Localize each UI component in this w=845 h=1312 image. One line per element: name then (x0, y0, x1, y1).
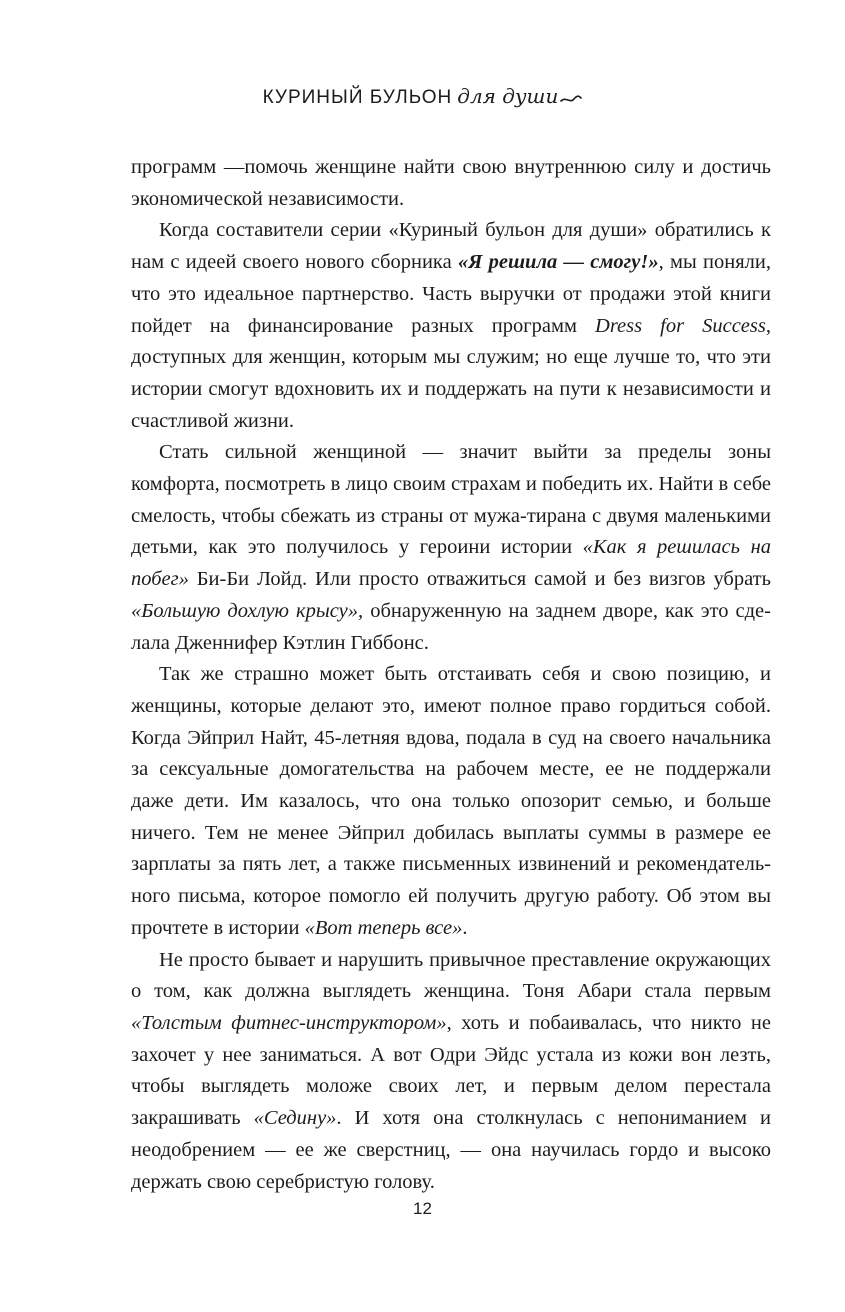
swash-ornament-icon (560, 92, 582, 106)
paragraph-3: Стать сильной женщиной — значит выйти за пределы зоны комфорта, посмотреть в лицо своим страхам и победить их. Найти в себе смелость, чтобы сбежать из страны от мужа-тирана с двумя маленькими детьми, как это получилось у героини истории «Как я решилась на побег» Би-Би Лойд. Или просто отважиться самой и без визгов убрать «Большую дохлую крысу», обнаруженную на заднем дворе, как это сделала Дженнифер Кэтлин Гиббонс. (131, 441, 771, 654)
running-header-title: КУРИНЫЙ БУЛЬОН (262, 87, 453, 108)
story-title: «Большую дохлую крысу», (131, 599, 364, 622)
story-title: «Как я решилась на побег» (131, 536, 771, 591)
paragraph-2: Когда составители серии «Куриный бульон для души» обратились к нам с идеей своего нового сборника «Я решила — смогу!», мы поняли, что это идеальное партнерство. Часть выручки от продажи этой книги пойдет на финансирование разных программ Dress for Success, доступных для женщин, которым мы служим; но еще лучше то, что эти истории смогут вдохновить их и поддержать на пути к независимости и счастливой жизни. (131, 219, 771, 432)
story-title: «Вот теперь все» (304, 916, 463, 939)
running-header (0, 84, 845, 109)
body-text (131, 152, 771, 1198)
story-title: «Седину» (253, 1107, 337, 1130)
running-header-script: для души (457, 84, 559, 108)
paragraph-5: Не просто бывает и нарушить привычное преставление окружающих о том, как должна выглядеть женщина. Тоня Абари стала первым «Толстым фитнес-инструктором», хоть и побаивалась, что никто не захочет у нее заниматься. А вот Одри Эйдс устала из кожи вон лезть, чтобы выглядеть моложе своих лет, и первым делом перестала закрашивать «Седину». И хотя она столкнулась с непониманием и неодобрением — ее же сверстниц, — она научилась гордо и высоко держать свою серебристую голову. (131, 948, 772, 1193)
paragraph-4: Так же страшно может быть отстаивать себя и свою позицию, и женщины, которые делают это, имеют полное право гордиться собой. Когда Эйприл Найт, 45-летняя вдова, подала в суд на своего начальника за сексуальные домогательства на рабочем месте, ее не поддержали даже дети. Им казалось, что она только опозорит семью, и больше ничего. Тем не менее Эйприл добилась выплаты суммы в размере ее зарплаты за пять лет, а также письменных извинений и рекомендательного письма, которое помогло ей получить другую работу. Об этом вы прочтете в истории «Вот теперь все». (131, 663, 771, 939)
page-number: 12 (413, 1199, 432, 1218)
organization-name: Dress for Success (595, 314, 766, 337)
book-title: «Я решила — смогу!» (457, 251, 659, 274)
story-title: «Толстым фитнес-инструктором» (131, 1011, 447, 1034)
paragraph-1: программ —помочь женщине найти свою внутреннюю силу и достичь экономической независимости. (131, 156, 771, 210)
